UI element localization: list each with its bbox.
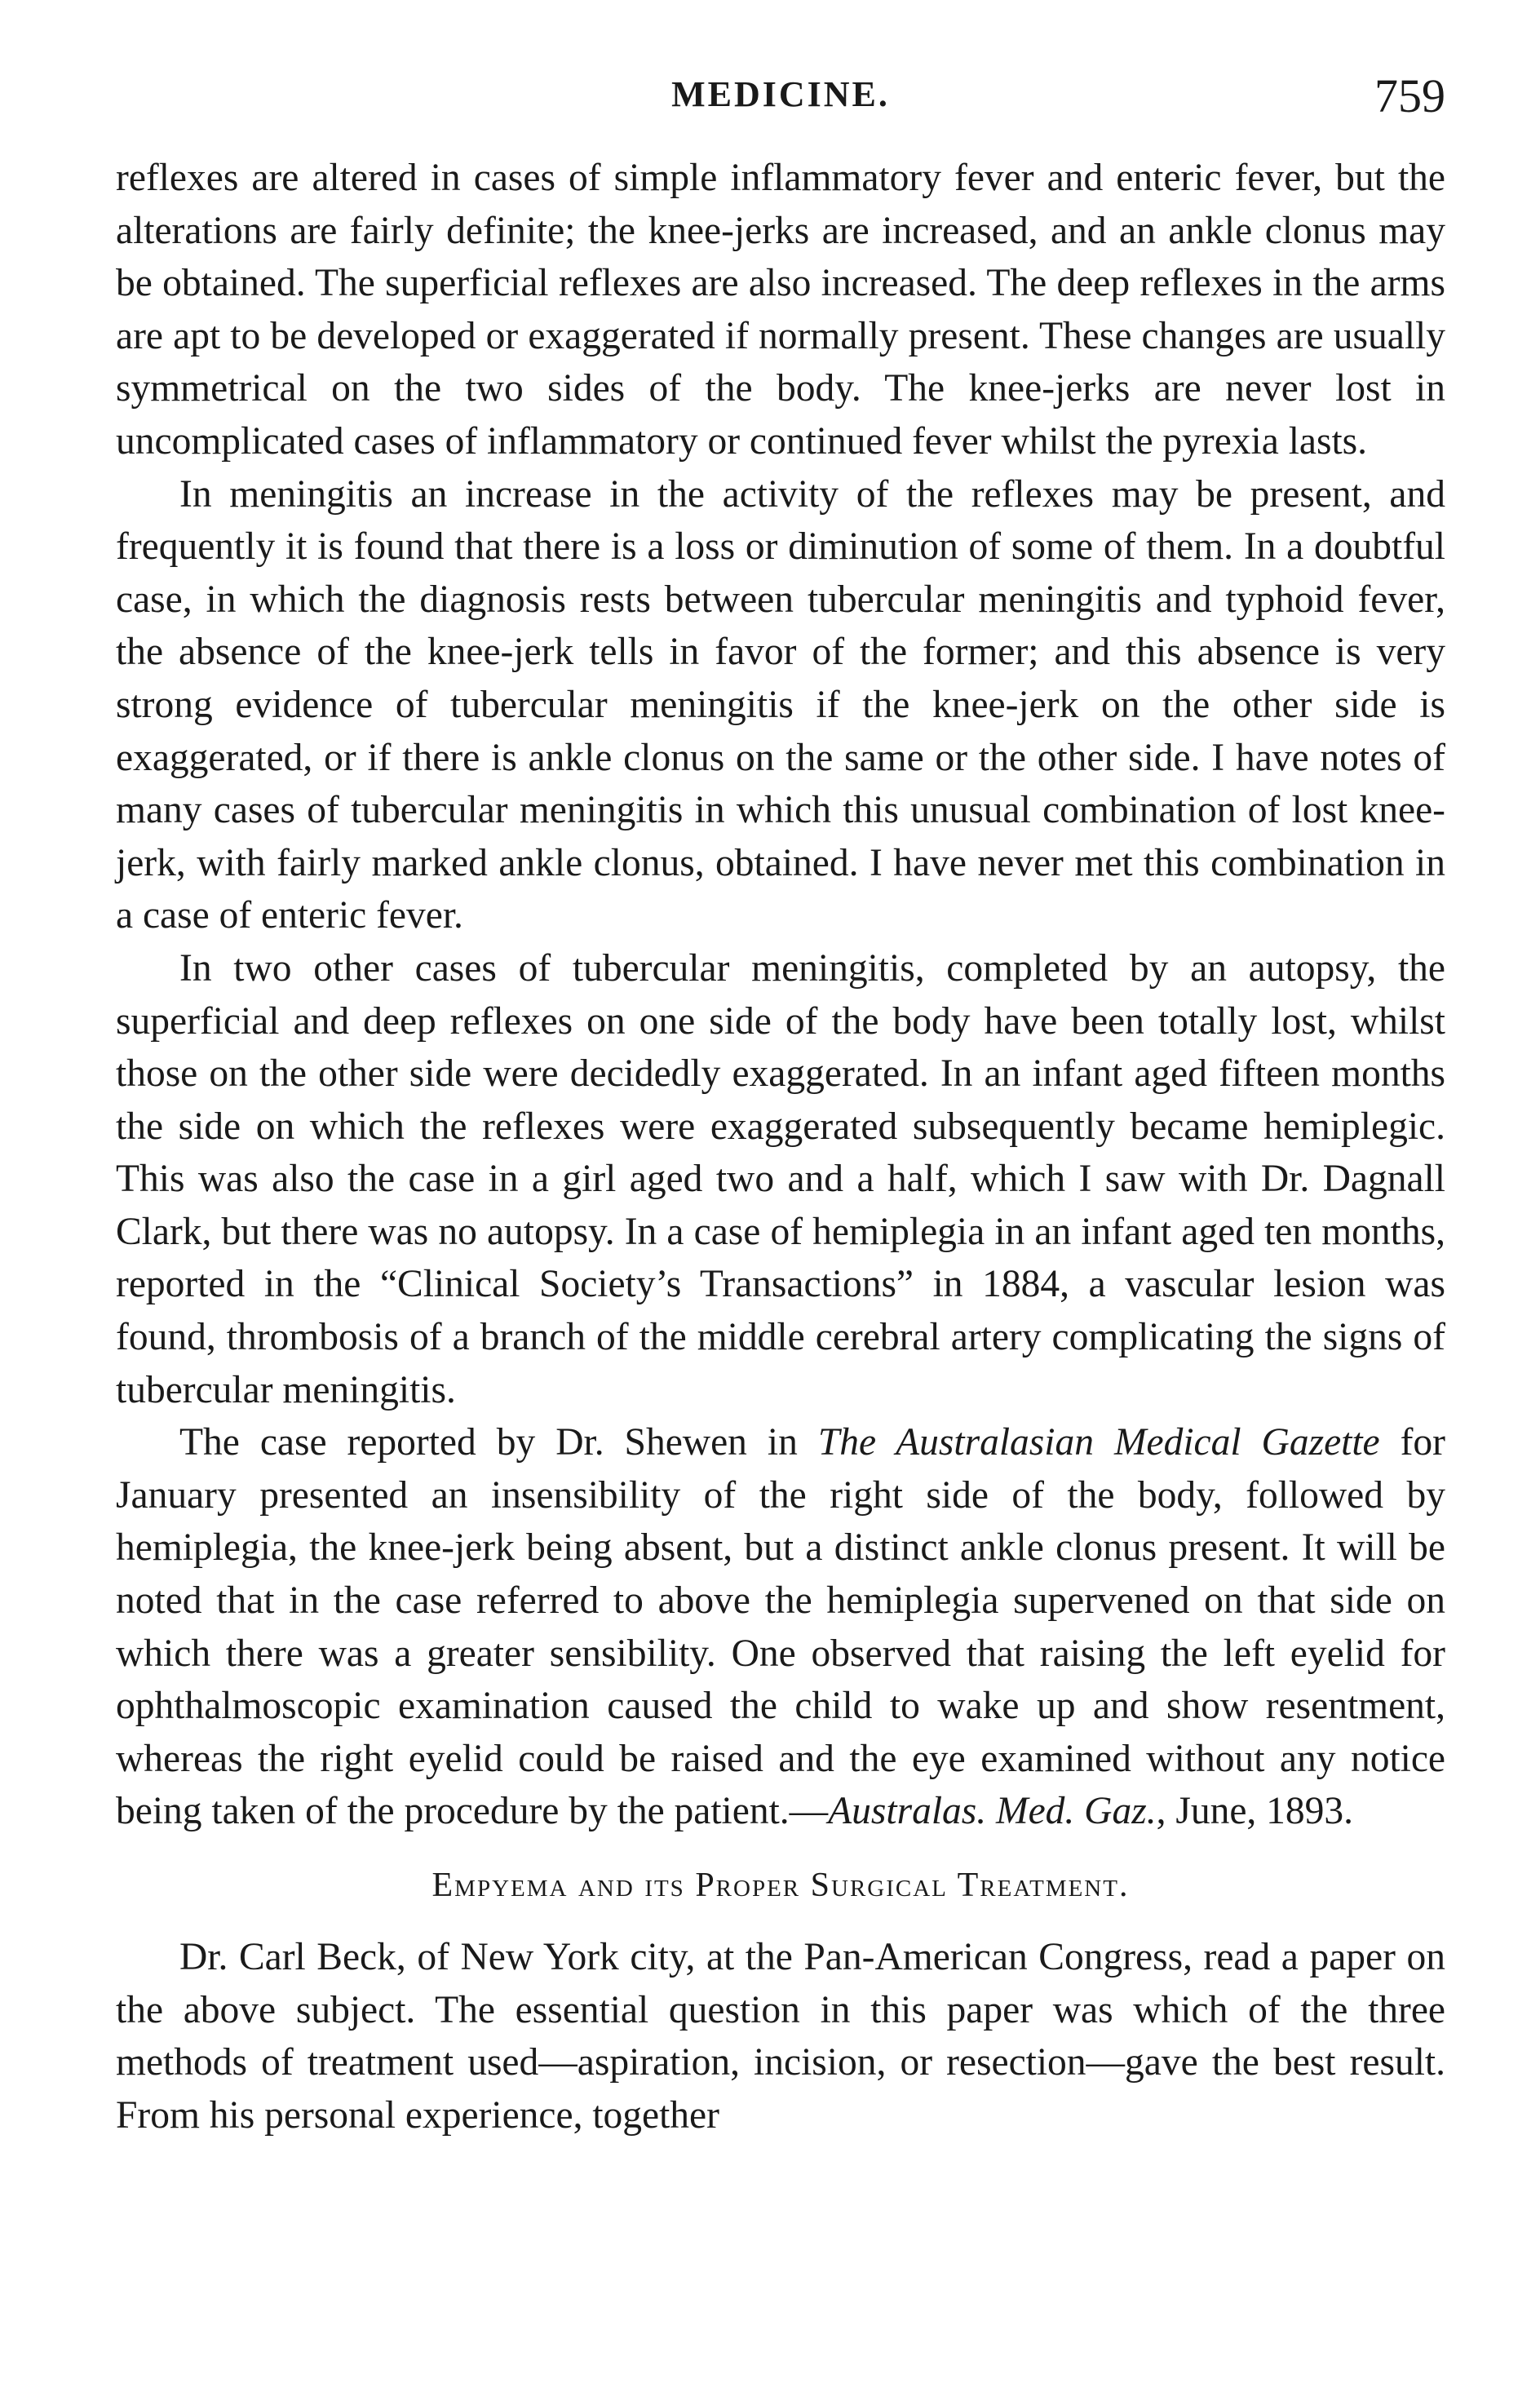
- paragraph-shewen-case: [116, 1416, 1445, 1838]
- paragraph-tubercular-meningitis-cases: In two other cases of tubercular meningitis, completed by an autopsy, the superficial and deep reflexes on one side of the body have been totally lost, whilst those on the other side were decidedly exaggerated. In an infant aged fifteen months the side on which the reflexes were exaggerated subsequently became hemiplegic. This was also the case in a girl aged two and a half, which I saw with Dr. Dagnall Clark, but there was no autopsy. In a case of hemiplegia in an infant aged ten months, reported in the “Clinical Society’s Transactions” in 1884, a vascular lesion was found, thrombosis of a branch of the middle cerebral artery complicating the signs of tubercular meningitis.: [116, 946, 1445, 1411]
- shewen-text-part1: The case reported by Dr. Shewen in: [179, 1421, 818, 1464]
- paragraph-reflexes-fever: reflexes are altered in cases of simple inflammatory fever and enteric fever, but the alterations are fairly definite; the knee-jerks are increased, and an ankle clonus may be obtained. The superficial reflexes are also increased. The deep reflexes in the arms are apt to be developed or exaggerated if normally present. These changes are usually symmetrical on the two sides of the body. The knee-jerks are never lost in uncomplicated cases of inflammatory or continued fever whilst the pyrexia lasts.: [116, 157, 1445, 463]
- citation-date: , June, 1893.: [1156, 1790, 1354, 1833]
- journal-citation: Australas. Med. Gaz.: [828, 1790, 1157, 1833]
- shewen-text-part2: for January presented an insensibility of the right side of the body, followed by hemiplegia, the knee-jerk being absent, but a distinct ankle clonus present. It will be noted that in the case referred to above the hemiplegia supervened on that side on which there was a greater sensibility. One observed that raising the left eyelid for ophthalmoscopic examination caused the child to wake up and show resentment, whereas the right eyelid could be raised and the eye examined without any notice being taken of the procedure by the patient.—: [116, 1421, 1445, 1833]
- page-number: 759: [1374, 69, 1445, 122]
- journal-title: The Australasian Medical Gazette: [817, 1421, 1380, 1464]
- paragraph-empyema: Dr. Carl Beck, of New York city, at the Pan-American Congress, read a paper on the above subject. The essential question in this paper was which of the three methods of treatment used—aspiration, incision, or resection—gave the best result. From his personal experience, together: [116, 1936, 1445, 2137]
- page-header: [116, 64, 1445, 129]
- section-heading-empyema: Empyema and its Proper Surgical Treatment.: [431, 1867, 1130, 1904]
- running-head: MEDICINE.: [671, 74, 890, 114]
- paragraph-meningitis: In meningitis an increase in the activity of the reflexes may be present, and frequently it is found that there is a loss or diminution of some of them. In a doubtful case, in which the diagnosis rests between tubercular meningitis and typhoid fever, the absence of the knee-jerk tells in favor of the former; and this absence is very strong evidence of tubercular meningitis if the knee-jerk on the other side is exaggerated, or if there is ankle clonus on the same or the other side. I have notes of many cases of tubercular meningitis in which this unusual combination of lost knee-jerk, with fairly marked ankle clonus, obtained. I have never met this combination in a case of enteric fever.: [116, 472, 1445, 937]
- body-text: [116, 152, 1445, 2141]
